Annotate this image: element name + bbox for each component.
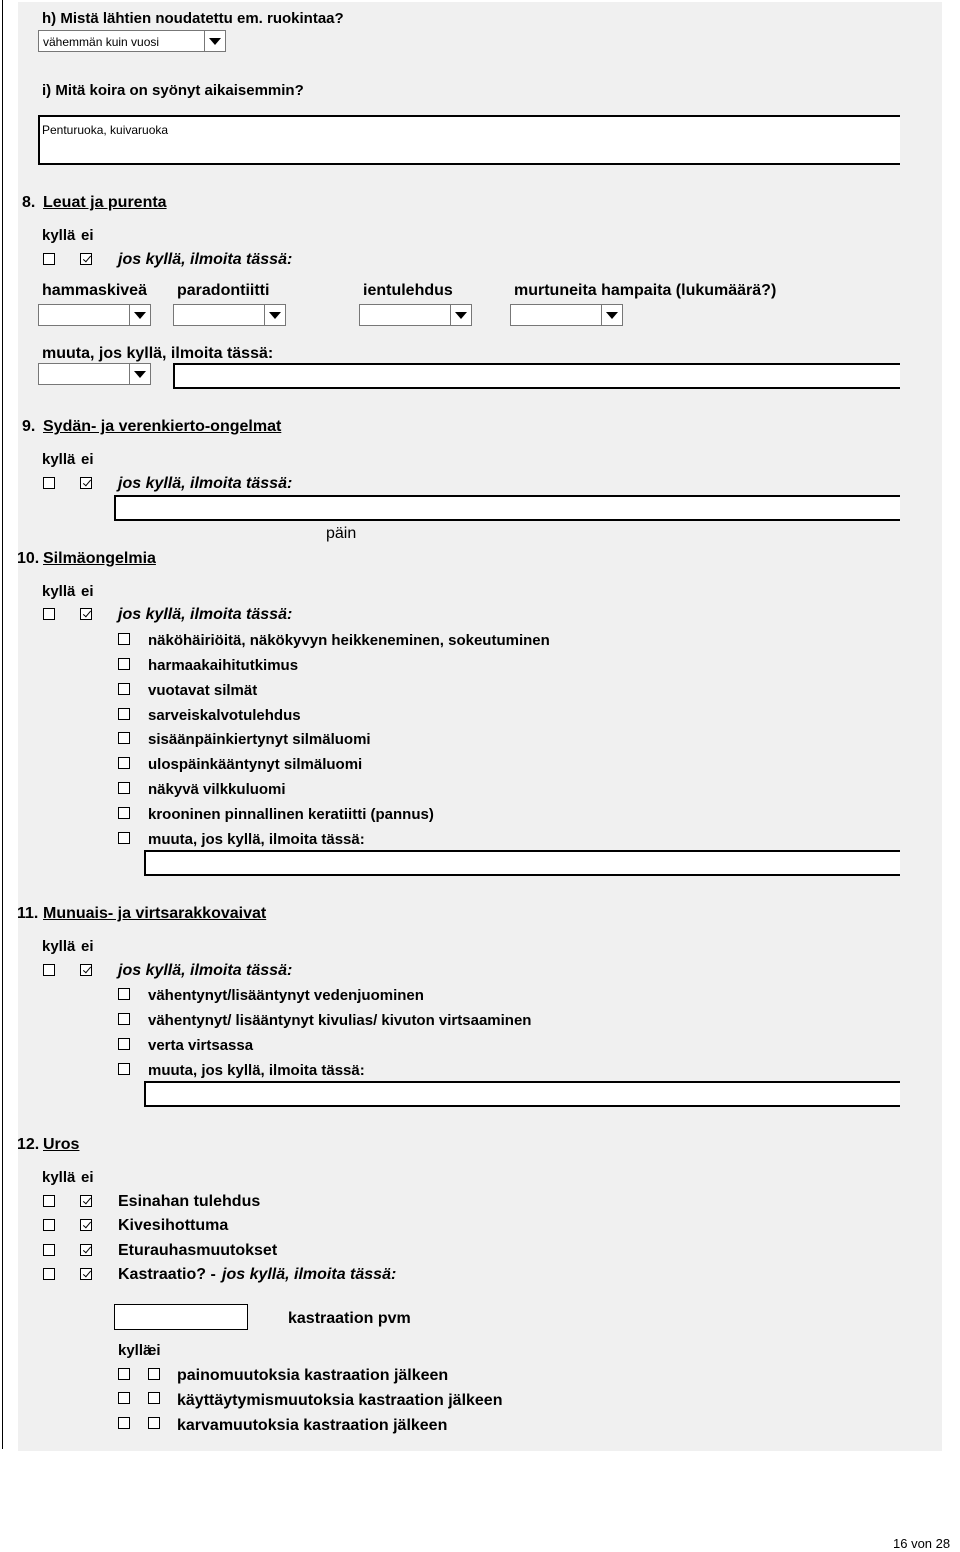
section-9-number: 9. (22, 418, 36, 435)
male-row-yes-checkbox[interactable] (43, 1219, 55, 1231)
periodontitis-select[interactable] (173, 304, 286, 326)
eye-item-label: vuotavat silmät (148, 682, 258, 699)
male-row-label: Eturauhasmuutokset (118, 1242, 278, 1259)
s8-other-field[interactable] (173, 363, 900, 389)
castration-date-field[interactable] (114, 1304, 248, 1330)
eye-item-checkbox[interactable] (118, 683, 130, 695)
previous-food-value: Penturuoka, kuivaruoka (42, 123, 169, 137)
male-row-no-checkbox[interactable] (80, 1219, 92, 1231)
sub-yes-label: kyllä (118, 1342, 152, 1359)
tartar-select[interactable] (38, 304, 151, 326)
kidney-item-label: vähentynyt/lisääntynyt vedenjuominen (148, 987, 424, 1004)
eye-item-checkbox[interactable] (118, 633, 130, 645)
chevron-down-icon[interactable] (129, 305, 150, 325)
kidney-item-label: vähentynyt/ lisääntynyt kivulias/ kivuton virtsaaminen (148, 1012, 532, 1029)
s11-yes-checkbox[interactable] (43, 964, 55, 976)
sub-no-label: ei (148, 1342, 161, 1359)
question-h-title: h) Mistä lähtien noudatettu em. ruokintaa? (42, 10, 344, 27)
section-12-number: 12. (17, 1136, 40, 1153)
col-gingivitis-label: ientulehdus (363, 282, 453, 299)
male-row-yes-checkbox[interactable] (43, 1195, 55, 1207)
gingivitis-select[interactable] (359, 304, 472, 326)
other-select[interactable] (38, 363, 151, 385)
male-row-no-checkbox[interactable] (80, 1244, 92, 1256)
male-row-yes-checkbox[interactable] (43, 1268, 55, 1280)
section-10-title: Silmäongelmia (43, 550, 156, 567)
male-row-label: Kivesihottuma (118, 1217, 229, 1234)
chevron-down-icon[interactable] (264, 305, 285, 325)
castration-effect-yes-checkbox[interactable] (118, 1417, 130, 1429)
castration-hint: jos kyllä, ilmoita tässä: (222, 1266, 397, 1283)
section-12-title: Uros (43, 1136, 80, 1153)
s11-other-field[interactable] (144, 1081, 900, 1107)
eye-item-label: harmaakaihitutkimus (148, 657, 299, 674)
kidney-item-checkbox[interactable] (118, 1063, 130, 1075)
eye-item-label: krooninen pinnallinen keratiitti (pannus) (148, 806, 434, 823)
other-if-yes-label: muuta, jos kyllä, ilmoita tässä: (42, 345, 274, 362)
male-row-no-checkbox[interactable] (80, 1195, 92, 1207)
section-8-number: 8. (22, 194, 36, 211)
s9-details-field[interactable] (114, 495, 900, 521)
if-yes-hint: jos kyllä, ilmoita tässä: (118, 475, 293, 492)
yes-label: kyllä (42, 451, 76, 468)
s11-no-checkbox[interactable] (80, 964, 92, 976)
eye-item-checkbox[interactable] (118, 757, 130, 769)
castration-effect-no-checkbox[interactable] (148, 1368, 160, 1380)
eye-item-checkbox[interactable] (118, 832, 130, 844)
section-9-title: Sydän- ja verenkierto-ongelmat (43, 418, 282, 435)
eye-item-label: sarveiskalvotulehdus (148, 707, 301, 724)
col-tartar-label: hammaskiveä (42, 282, 147, 299)
eye-item-checkbox[interactable] (118, 807, 130, 819)
castration-effect-label: painomuutoksia kastraation jälkeen (177, 1367, 449, 1384)
eye-item-checkbox[interactable] (118, 732, 130, 744)
s10-yes-checkbox[interactable] (43, 608, 55, 620)
s8-no-checkbox[interactable] (80, 253, 92, 265)
section-11-title: Munuais- ja virtsarakkovaivat (43, 905, 267, 922)
kidney-item-checkbox[interactable] (118, 1013, 130, 1025)
kidney-item-label: verta virtsassa (148, 1037, 254, 1054)
castration-date-label: kastraation pvm (288, 1310, 411, 1327)
if-yes-hint: jos kyllä, ilmoita tässä: (118, 251, 293, 268)
no-label: ei (81, 451, 94, 468)
castration-effect-no-checkbox[interactable] (148, 1392, 160, 1404)
no-label: ei (81, 583, 94, 600)
no-label: ei (81, 938, 94, 955)
if-yes-hint: jos kyllä, ilmoita tässä: (118, 962, 293, 979)
stray-text: päin (326, 525, 357, 542)
s9-yes-checkbox[interactable] (43, 477, 55, 489)
eye-item-label: ulospäinkääntynyt silmäluomi (148, 756, 363, 773)
col-broken-teeth-label: murtuneita hampaita (lukumäärä?) (514, 282, 777, 299)
yes-label: kyllä (42, 938, 76, 955)
s10-no-checkbox[interactable] (80, 608, 92, 620)
left-margin-line (2, 0, 3, 1449)
eye-item-checkbox[interactable] (118, 708, 130, 720)
if-yes-hint: jos kyllä, ilmoita tässä: (118, 606, 293, 623)
eye-item-label: näköhäiriöitä, näkökyvyn heikkeneminen, sokeutuminen (148, 632, 550, 649)
section-8-title: Leuat ja purenta (43, 194, 167, 211)
s9-no-checkbox[interactable] (80, 477, 92, 489)
eye-item-label: näkyvä vilkkuluomi (148, 781, 286, 798)
broken-teeth-select[interactable] (510, 304, 623, 326)
feeding-duration-select[interactable] (38, 30, 226, 52)
no-label: ei (81, 1169, 94, 1186)
previous-food-field[interactable] (38, 115, 900, 165)
page-number: 16 von 28 (893, 1536, 951, 1551)
s10-other-field[interactable] (144, 850, 900, 876)
eye-item-checkbox[interactable] (118, 658, 130, 670)
castration-effect-label: käyttäytymismuutoksia kastraation jälkeen (177, 1392, 503, 1409)
yes-label: kyllä (42, 227, 76, 244)
section-11-number: 11. (17, 905, 39, 922)
male-row-no-checkbox[interactable] (80, 1268, 92, 1280)
col-periodontitis-label: paradontiitti (177, 282, 270, 299)
s8-yes-checkbox[interactable] (43, 253, 55, 265)
castration-effect-no-checkbox[interactable] (148, 1417, 160, 1429)
kidney-item-checkbox[interactable] (118, 988, 130, 1000)
yes-label: kyllä (42, 583, 76, 600)
question-i-title: i) Mitä koira on syönyt aikaisemmin? (42, 82, 304, 99)
kidney-item-label: muuta, jos kyllä, ilmoita tässä: (148, 1062, 365, 1079)
male-row-label: Kastraatio? - (118, 1266, 216, 1283)
castration-effect-yes-checkbox[interactable] (118, 1368, 130, 1380)
no-label: ei (81, 227, 94, 244)
male-row-label: Esinahan tulehdus (118, 1193, 261, 1210)
select-value: vähemmän kuin vuosi (43, 35, 160, 49)
chevron-down-icon[interactable] (129, 364, 150, 384)
kidney-item-checkbox[interactable] (118, 1038, 130, 1050)
chevron-down-icon[interactable] (601, 305, 622, 325)
eye-item-checkbox[interactable] (118, 782, 130, 794)
eye-item-label: muuta, jos kyllä, ilmoita tässä: (148, 831, 365, 848)
male-row-yes-checkbox[interactable] (43, 1244, 55, 1256)
yes-label: kyllä (42, 1169, 76, 1186)
castration-effect-yes-checkbox[interactable] (118, 1392, 130, 1404)
chevron-down-icon[interactable] (204, 31, 225, 51)
section-10-number: 10. (17, 550, 40, 567)
chevron-down-icon[interactable] (450, 305, 471, 325)
castration-effect-label: karvamuutoksia kastraation jälkeen (177, 1417, 448, 1434)
eye-item-label: sisäänpäinkiertynyt silmäluomi (148, 731, 371, 748)
